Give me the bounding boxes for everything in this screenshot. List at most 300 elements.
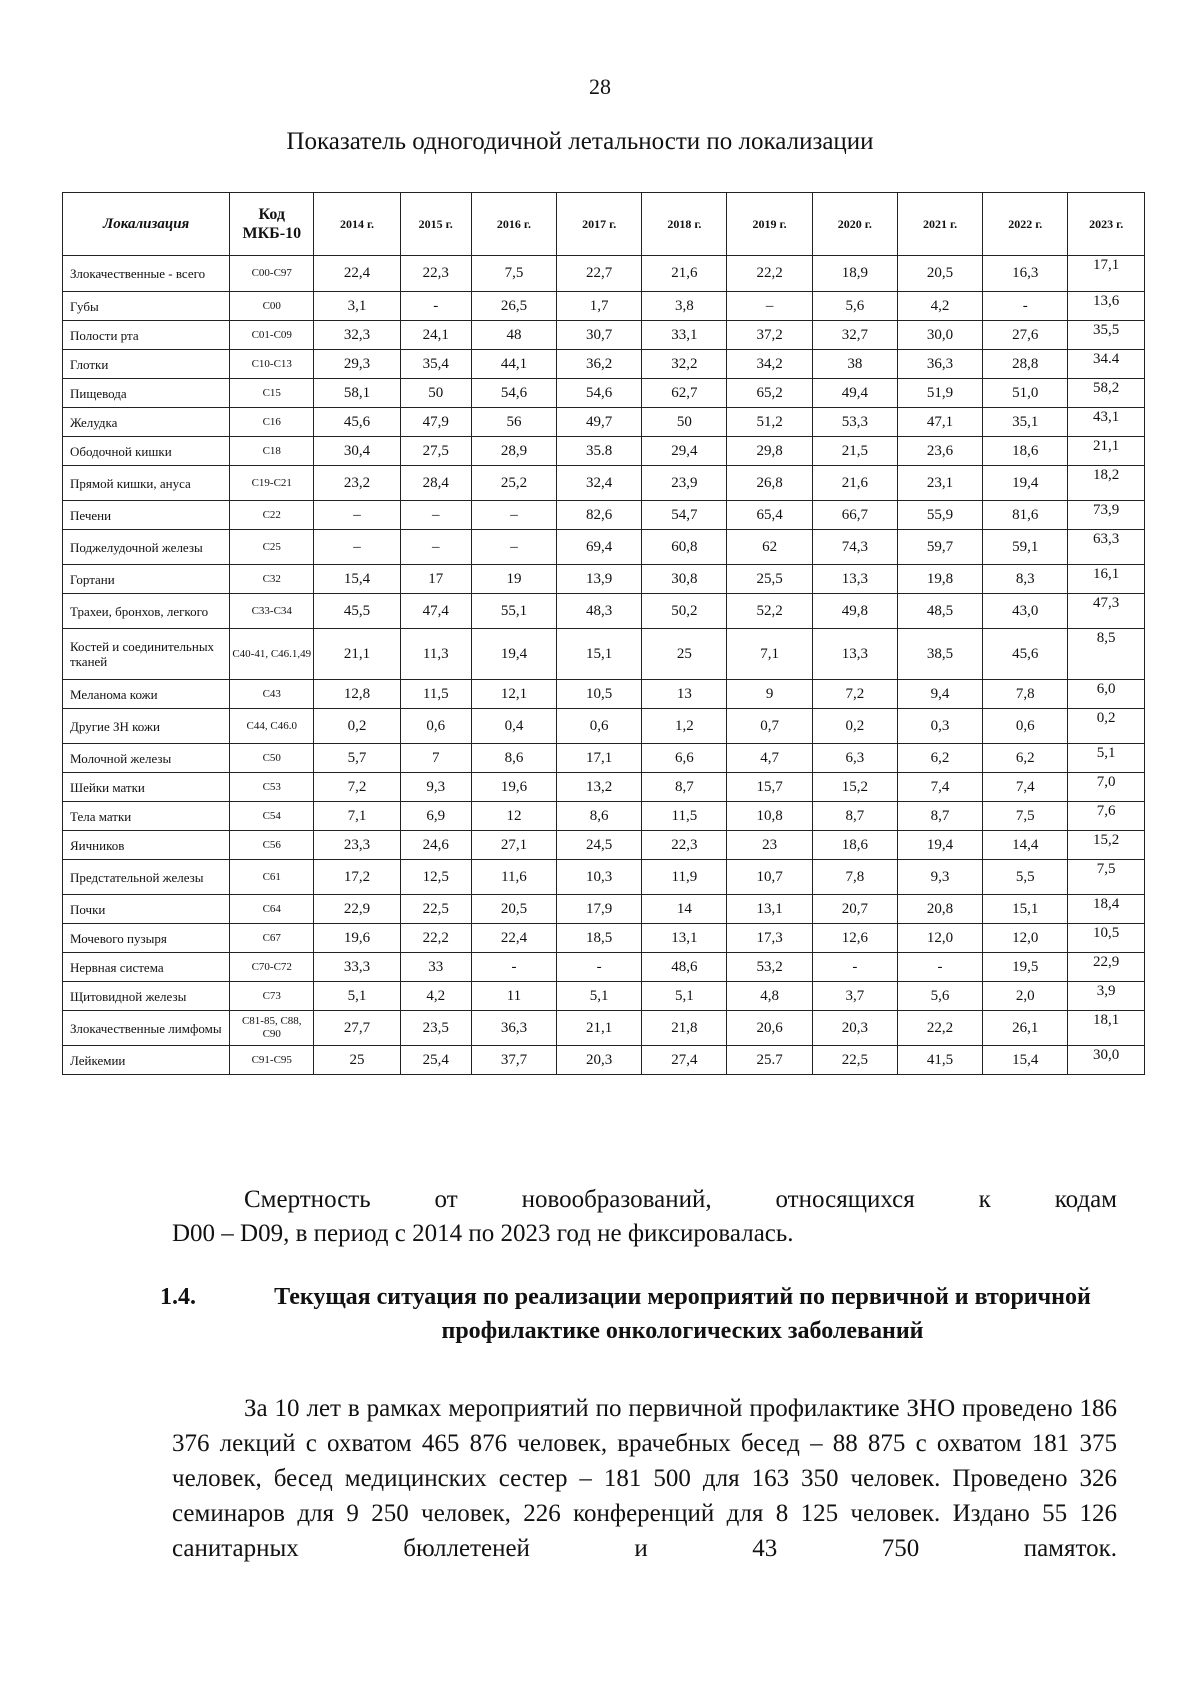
value-cell: 18,6 bbox=[812, 831, 897, 860]
icd-code-cell: C44, C46.0 bbox=[230, 709, 314, 744]
value-cell: 44,1 bbox=[471, 350, 556, 379]
localization-cell: Мочевого пузыря bbox=[63, 924, 230, 953]
value-cell: 43,1 bbox=[1068, 408, 1145, 437]
value-cell: 29,3 bbox=[314, 350, 400, 379]
value-cell: 0,6 bbox=[400, 709, 471, 744]
value-cell: 25.7 bbox=[727, 1046, 812, 1075]
icd-code-cell: C15 bbox=[230, 379, 314, 408]
value-cell: 51,0 bbox=[983, 379, 1068, 408]
table-row bbox=[63, 773, 1145, 802]
value-cell: 29,8 bbox=[727, 437, 812, 466]
icd-code-cell: C67 bbox=[230, 924, 314, 953]
table-title: Показатель одногодичной летальности по локализации bbox=[286, 128, 874, 155]
value-cell: 26,8 bbox=[727, 466, 812, 501]
value-cell: 8,6 bbox=[471, 744, 556, 773]
value-cell: 6,2 bbox=[983, 744, 1068, 773]
table-row bbox=[63, 802, 1145, 831]
value-cell: 73,9 bbox=[1068, 501, 1145, 530]
value-cell: 7,8 bbox=[812, 860, 897, 895]
value-cell: 5,7 bbox=[314, 744, 400, 773]
value-cell: 12,1 bbox=[471, 680, 556, 709]
value-cell: 9,3 bbox=[400, 773, 471, 802]
value-cell: 41,5 bbox=[897, 1046, 982, 1075]
icd-code-cell: C91-C95 bbox=[230, 1046, 314, 1075]
table-row bbox=[63, 466, 1145, 501]
value-cell: 7,4 bbox=[983, 773, 1068, 802]
value-cell: 12,0 bbox=[983, 924, 1068, 953]
value-cell: 48,5 bbox=[897, 594, 982, 629]
value-cell: 8,7 bbox=[642, 773, 727, 802]
value-cell: 27,6 bbox=[983, 321, 1068, 350]
localization-cell: Пищевода bbox=[63, 379, 230, 408]
value-cell: 51,9 bbox=[897, 379, 982, 408]
section-number: 1.4. bbox=[160, 1284, 196, 1310]
value-cell: – bbox=[400, 530, 471, 565]
value-cell: 32,4 bbox=[557, 466, 642, 501]
column-header: 2023 г. bbox=[1068, 193, 1145, 256]
value-cell: 30,0 bbox=[897, 321, 982, 350]
value-cell: 28,4 bbox=[400, 466, 471, 501]
value-cell: 33,3 bbox=[314, 953, 400, 982]
value-cell: 8,7 bbox=[897, 802, 982, 831]
table-row bbox=[63, 256, 1145, 292]
icd-code-cell: C64 bbox=[230, 895, 314, 924]
value-cell: 38,5 bbox=[897, 629, 982, 680]
value-cell: 47,4 bbox=[400, 594, 471, 629]
value-cell: 13,9 bbox=[557, 565, 642, 594]
value-cell: 50 bbox=[400, 379, 471, 408]
value-cell: 15,4 bbox=[314, 565, 400, 594]
value-cell: 11,5 bbox=[642, 802, 727, 831]
value-cell: 7,0 bbox=[1068, 773, 1145, 802]
value-cell: 9,4 bbox=[897, 680, 982, 709]
value-cell: 12,5 bbox=[400, 860, 471, 895]
value-cell: 51,2 bbox=[727, 408, 812, 437]
value-cell: 16,1 bbox=[1068, 565, 1145, 594]
value-cell: 14,4 bbox=[983, 831, 1068, 860]
icd-code-cell: C54 bbox=[230, 802, 314, 831]
value-cell: 32,3 bbox=[314, 321, 400, 350]
value-cell: 7,1 bbox=[314, 802, 400, 831]
value-cell: 11 bbox=[471, 982, 556, 1011]
table-row bbox=[63, 629, 1145, 680]
value-cell: 27,7 bbox=[314, 1011, 400, 1046]
value-cell: 45,5 bbox=[314, 594, 400, 629]
section-title: Текущая ситуация по реализации мероприятий по первичной и вторичной профилактике онкологических заболеваний bbox=[274, 1284, 1091, 1344]
value-cell: 27,4 bbox=[642, 1046, 727, 1075]
value-cell: 45,6 bbox=[314, 408, 400, 437]
value-cell: 5,1 bbox=[557, 982, 642, 1011]
column-header: 2020 г. bbox=[812, 193, 897, 256]
value-cell: 18,1 bbox=[1068, 1011, 1145, 1046]
value-cell: 59,1 bbox=[983, 530, 1068, 565]
value-cell: 3,7 bbox=[812, 982, 897, 1011]
value-cell: - bbox=[897, 953, 982, 982]
value-cell: 23 bbox=[727, 831, 812, 860]
localization-cell: Яичников bbox=[63, 831, 230, 860]
value-cell: 11,6 bbox=[471, 860, 556, 895]
localization-cell: Почки bbox=[63, 895, 230, 924]
value-cell: 7,8 bbox=[983, 680, 1068, 709]
value-cell: 13,1 bbox=[642, 924, 727, 953]
value-cell: 69,4 bbox=[557, 530, 642, 565]
localization-cell: Лейкемии bbox=[63, 1046, 230, 1075]
table-row bbox=[63, 680, 1145, 709]
value-cell: 0,7 bbox=[727, 709, 812, 744]
value-cell: 3,8 bbox=[642, 292, 727, 321]
value-cell: 26,1 bbox=[983, 1011, 1068, 1046]
value-cell: 38 bbox=[812, 350, 897, 379]
value-cell: 8,7 bbox=[812, 802, 897, 831]
value-cell: 47,9 bbox=[400, 408, 471, 437]
value-cell: 7,5 bbox=[983, 802, 1068, 831]
value-cell: 49,4 bbox=[812, 379, 897, 408]
value-cell: 35,4 bbox=[400, 350, 471, 379]
localization-cell: Молочной железы bbox=[63, 744, 230, 773]
icd-code-cell: C81-85, C88, C90 bbox=[230, 1011, 314, 1046]
mortality-note bbox=[172, 1183, 1117, 1251]
value-cell: 59,7 bbox=[897, 530, 982, 565]
value-cell: 23,3 bbox=[314, 831, 400, 860]
value-cell: 19,6 bbox=[471, 773, 556, 802]
icd-code-cell: C70-C72 bbox=[230, 953, 314, 982]
value-cell: 6,3 bbox=[812, 744, 897, 773]
value-cell: 18,5 bbox=[557, 924, 642, 953]
value-cell: 28,8 bbox=[983, 350, 1068, 379]
localization-cell: Меланома кожи bbox=[63, 680, 230, 709]
header-row bbox=[63, 193, 1145, 256]
value-cell: 7,2 bbox=[812, 680, 897, 709]
value-cell: 34.4 bbox=[1068, 350, 1145, 379]
value-cell: 0,2 bbox=[1068, 709, 1145, 744]
value-cell: 13 bbox=[642, 680, 727, 709]
value-cell: 4,2 bbox=[897, 292, 982, 321]
table-row bbox=[63, 831, 1145, 860]
icd-code-cell: C10-C13 bbox=[230, 350, 314, 379]
value-cell: 32,2 bbox=[642, 350, 727, 379]
icd-code-cell: C25 bbox=[230, 530, 314, 565]
value-cell: 18,4 bbox=[1068, 895, 1145, 924]
value-cell: 6,6 bbox=[642, 744, 727, 773]
value-cell: 35,5 bbox=[1068, 321, 1145, 350]
value-cell: 49,8 bbox=[812, 594, 897, 629]
value-cell: 23,1 bbox=[897, 466, 982, 501]
value-cell: 12,0 bbox=[897, 924, 982, 953]
value-cell: 21,1 bbox=[314, 629, 400, 680]
prevention-paragraph: За 10 лет в рамках мероприятий по первичной профилактике ЗНО проведено 186 376 лекций с охватом 465 876 человек, врачебных бесед – 88 875 с охватом 181 375 человек, бесед медицинских сестер – 181 500 для 163 350 человек. Проведено 326 семинаров для 9 250 человек, 226 конференций для 8 125 человек. Издано 55 126 санитарных бюллетеней и 43 750 памяток. bbox=[172, 1395, 1117, 1562]
localization-cell: Нервная система bbox=[63, 953, 230, 982]
value-cell: 65,2 bbox=[727, 379, 812, 408]
table-row bbox=[63, 1046, 1145, 1075]
table-row bbox=[63, 895, 1145, 924]
icd-code-cell: C56 bbox=[230, 831, 314, 860]
mortality-note-line1: Смертность от новообразований, относящихся к кодам bbox=[244, 1186, 1117, 1213]
value-cell: 10,3 bbox=[557, 860, 642, 895]
value-cell: 8,6 bbox=[557, 802, 642, 831]
localization-cell: Шейки матки bbox=[63, 773, 230, 802]
value-cell: 30,7 bbox=[557, 321, 642, 350]
table-row bbox=[63, 924, 1145, 953]
value-cell: 14 bbox=[642, 895, 727, 924]
value-cell: 13,6 bbox=[1068, 292, 1145, 321]
icd-code-cell: C40-41, C46.1,49 bbox=[230, 629, 314, 680]
value-cell: 18,9 bbox=[812, 256, 897, 292]
value-cell: 0,3 bbox=[897, 709, 982, 744]
value-cell: 11,9 bbox=[642, 860, 727, 895]
value-cell: 4,8 bbox=[727, 982, 812, 1011]
value-cell: 15,1 bbox=[983, 895, 1068, 924]
value-cell: 4,2 bbox=[400, 982, 471, 1011]
value-cell: 48,3 bbox=[557, 594, 642, 629]
column-header: 2019 г. bbox=[727, 193, 812, 256]
value-cell: 3,1 bbox=[314, 292, 400, 321]
value-cell: 22,7 bbox=[557, 256, 642, 292]
value-cell: 23,6 bbox=[897, 437, 982, 466]
value-cell: – bbox=[727, 292, 812, 321]
value-cell: 7,4 bbox=[897, 773, 982, 802]
value-cell: 15,7 bbox=[727, 773, 812, 802]
value-cell: 19,4 bbox=[983, 466, 1068, 501]
value-cell: 55,9 bbox=[897, 501, 982, 530]
value-cell: 22,3 bbox=[642, 831, 727, 860]
value-cell: 37,2 bbox=[727, 321, 812, 350]
value-cell: 15,2 bbox=[812, 773, 897, 802]
value-cell: – bbox=[400, 501, 471, 530]
value-cell: 0,2 bbox=[812, 709, 897, 744]
icd-code-cell: C73 bbox=[230, 982, 314, 1011]
value-cell: 56 bbox=[471, 408, 556, 437]
table-body bbox=[63, 256, 1145, 1075]
value-cell: 35,1 bbox=[983, 408, 1068, 437]
value-cell: 47,1 bbox=[897, 408, 982, 437]
value-cell: 12,6 bbox=[812, 924, 897, 953]
value-cell: 25,4 bbox=[400, 1046, 471, 1075]
value-cell: 55,1 bbox=[471, 594, 556, 629]
value-cell: 27,5 bbox=[400, 437, 471, 466]
value-cell: 27,1 bbox=[471, 831, 556, 860]
value-cell: 50,2 bbox=[642, 594, 727, 629]
localization-cell: Предстательной железы bbox=[63, 860, 230, 895]
value-cell: 5,1 bbox=[1068, 744, 1145, 773]
value-cell: 0,2 bbox=[314, 709, 400, 744]
value-cell: 1,7 bbox=[557, 292, 642, 321]
value-cell: 24,1 bbox=[400, 321, 471, 350]
value-cell: 19,4 bbox=[471, 629, 556, 680]
value-cell: 34,2 bbox=[727, 350, 812, 379]
value-cell: 21,6 bbox=[642, 256, 727, 292]
table-row bbox=[63, 744, 1145, 773]
table-row bbox=[63, 1011, 1145, 1046]
value-cell: 48,6 bbox=[642, 953, 727, 982]
localization-cell: Другие ЗН кожи bbox=[63, 709, 230, 744]
value-cell: 20,3 bbox=[812, 1011, 897, 1046]
value-cell: 22,2 bbox=[727, 256, 812, 292]
table-header bbox=[63, 193, 1145, 256]
value-cell: 15,1 bbox=[557, 629, 642, 680]
value-cell: 6,2 bbox=[897, 744, 982, 773]
value-cell: 22,3 bbox=[400, 256, 471, 292]
icd-code-cell: C00 bbox=[230, 292, 314, 321]
value-cell: 30,0 bbox=[1068, 1046, 1145, 1075]
value-cell: 17,1 bbox=[1068, 256, 1145, 292]
value-cell: 32,7 bbox=[812, 321, 897, 350]
value-cell: 49,7 bbox=[557, 408, 642, 437]
table-row bbox=[63, 408, 1145, 437]
value-cell: 2,0 bbox=[983, 982, 1068, 1011]
icd-code-cell: C50 bbox=[230, 744, 314, 773]
value-cell: 12 bbox=[471, 802, 556, 831]
value-cell: 53,3 bbox=[812, 408, 897, 437]
value-cell: 5,5 bbox=[983, 860, 1068, 895]
value-cell: 19,6 bbox=[314, 924, 400, 953]
value-cell: 36,2 bbox=[557, 350, 642, 379]
value-cell: 36,3 bbox=[897, 350, 982, 379]
value-cell: - bbox=[471, 953, 556, 982]
value-cell: 25,5 bbox=[727, 565, 812, 594]
value-cell: 5,6 bbox=[812, 292, 897, 321]
value-cell: 22,2 bbox=[897, 1011, 982, 1046]
icd-code-cell: C01-C09 bbox=[230, 321, 314, 350]
value-cell: 16,3 bbox=[983, 256, 1068, 292]
value-cell: 25 bbox=[314, 1046, 400, 1075]
value-cell: 48 bbox=[471, 321, 556, 350]
column-header: 2018 г. bbox=[642, 193, 727, 256]
localization-cell: Злокачественные лимфомы bbox=[63, 1011, 230, 1046]
table-row bbox=[63, 982, 1145, 1011]
icd-code-cell: C18 bbox=[230, 437, 314, 466]
value-cell: 4,7 bbox=[727, 744, 812, 773]
table-row bbox=[63, 709, 1145, 744]
localization-cell: Трахеи, бронхов, легкого bbox=[63, 594, 230, 629]
value-cell: 11,5 bbox=[400, 680, 471, 709]
localization-cell: Гортани bbox=[63, 565, 230, 594]
value-cell: 17,3 bbox=[727, 924, 812, 953]
value-cell: 5,1 bbox=[314, 982, 400, 1011]
value-cell: 7,5 bbox=[471, 256, 556, 292]
value-cell: 23,5 bbox=[400, 1011, 471, 1046]
value-cell: 0,6 bbox=[557, 709, 642, 744]
value-cell: 33 bbox=[400, 953, 471, 982]
table-row bbox=[63, 350, 1145, 379]
value-cell: 7,1 bbox=[727, 629, 812, 680]
icd-code-cell: C22 bbox=[230, 501, 314, 530]
value-cell: 0,4 bbox=[471, 709, 556, 744]
value-cell: 33,1 bbox=[642, 321, 727, 350]
icd-code-cell: C43 bbox=[230, 680, 314, 709]
column-header: 2021 г. bbox=[897, 193, 982, 256]
value-cell: 66,7 bbox=[812, 501, 897, 530]
value-cell: 26,5 bbox=[471, 292, 556, 321]
value-cell: 21,5 bbox=[812, 437, 897, 466]
localization-cell: Ободочной кишки bbox=[63, 437, 230, 466]
value-cell: 29,4 bbox=[642, 437, 727, 466]
value-cell: 30,8 bbox=[642, 565, 727, 594]
value-cell: 37,7 bbox=[471, 1046, 556, 1075]
value-cell: 45,6 bbox=[983, 629, 1068, 680]
value-cell: – bbox=[314, 501, 400, 530]
localization-cell: Глотки bbox=[63, 350, 230, 379]
value-cell: 19 bbox=[471, 565, 556, 594]
value-cell: 22,5 bbox=[400, 895, 471, 924]
value-cell: 20,7 bbox=[812, 895, 897, 924]
table-row bbox=[63, 292, 1145, 321]
value-cell: 43,0 bbox=[983, 594, 1068, 629]
value-cell: 18,6 bbox=[983, 437, 1068, 466]
value-cell: 13,1 bbox=[727, 895, 812, 924]
value-cell: 54,7 bbox=[642, 501, 727, 530]
value-cell: 30,4 bbox=[314, 437, 400, 466]
value-cell: 0,6 bbox=[983, 709, 1068, 744]
value-cell: 17,9 bbox=[557, 895, 642, 924]
value-cell: 18,2 bbox=[1068, 466, 1145, 501]
value-cell: 25 bbox=[642, 629, 727, 680]
icd-code-cell: C33-C34 bbox=[230, 594, 314, 629]
value-cell: 25,2 bbox=[471, 466, 556, 501]
value-cell: 81,6 bbox=[983, 501, 1068, 530]
value-cell: 13,3 bbox=[812, 629, 897, 680]
value-cell: 17,2 bbox=[314, 860, 400, 895]
value-cell: 50 bbox=[642, 408, 727, 437]
table-row bbox=[63, 860, 1145, 895]
value-cell: 54,6 bbox=[557, 379, 642, 408]
value-cell: – bbox=[471, 501, 556, 530]
value-cell: 74,3 bbox=[812, 530, 897, 565]
value-cell: – bbox=[471, 530, 556, 565]
value-cell: 5,6 bbox=[897, 982, 982, 1011]
value-cell: 22,2 bbox=[400, 924, 471, 953]
value-cell: 22,5 bbox=[812, 1046, 897, 1075]
value-cell: 1,2 bbox=[642, 709, 727, 744]
value-cell: 15,2 bbox=[1068, 831, 1145, 860]
value-cell: 20,5 bbox=[471, 895, 556, 924]
icd-code-cell: C16 bbox=[230, 408, 314, 437]
column-header: 2017 г. bbox=[557, 193, 642, 256]
mortality-note-line2: D00 – D09, в период с 2014 по 2023 год не фиксировалась. bbox=[172, 1220, 794, 1247]
lethality-table bbox=[62, 192, 1145, 1075]
value-cell: 28,9 bbox=[471, 437, 556, 466]
value-cell: 11,3 bbox=[400, 629, 471, 680]
value-cell: 22,9 bbox=[314, 895, 400, 924]
value-cell: 58,1 bbox=[314, 379, 400, 408]
value-cell: - bbox=[983, 292, 1068, 321]
icd-code-cell: C61 bbox=[230, 860, 314, 895]
table-row bbox=[63, 501, 1145, 530]
table-row bbox=[63, 565, 1145, 594]
section-heading bbox=[160, 1280, 1120, 1348]
column-header: 2014 г. bbox=[314, 193, 400, 256]
value-cell: 20,6 bbox=[727, 1011, 812, 1046]
value-cell: 60,8 bbox=[642, 530, 727, 565]
value-cell: 22,4 bbox=[471, 924, 556, 953]
value-cell: 21,6 bbox=[812, 466, 897, 501]
localization-cell: Желудка bbox=[63, 408, 230, 437]
value-cell: - bbox=[812, 953, 897, 982]
value-cell: 9 bbox=[727, 680, 812, 709]
value-cell: 24,5 bbox=[557, 831, 642, 860]
icd-code-cell: C32 bbox=[230, 565, 314, 594]
value-cell: 17 bbox=[400, 565, 471, 594]
column-header: 2022 г. bbox=[983, 193, 1068, 256]
table-row bbox=[63, 379, 1145, 408]
value-cell: 19,4 bbox=[897, 831, 982, 860]
value-cell: 21,8 bbox=[642, 1011, 727, 1046]
value-cell: 22,4 bbox=[314, 256, 400, 292]
value-cell: 8,5 bbox=[1068, 629, 1145, 680]
value-cell: 7 bbox=[400, 744, 471, 773]
icd-code-cell: C00-C97 bbox=[230, 256, 314, 292]
value-cell: 17,1 bbox=[557, 744, 642, 773]
value-cell: – bbox=[314, 530, 400, 565]
